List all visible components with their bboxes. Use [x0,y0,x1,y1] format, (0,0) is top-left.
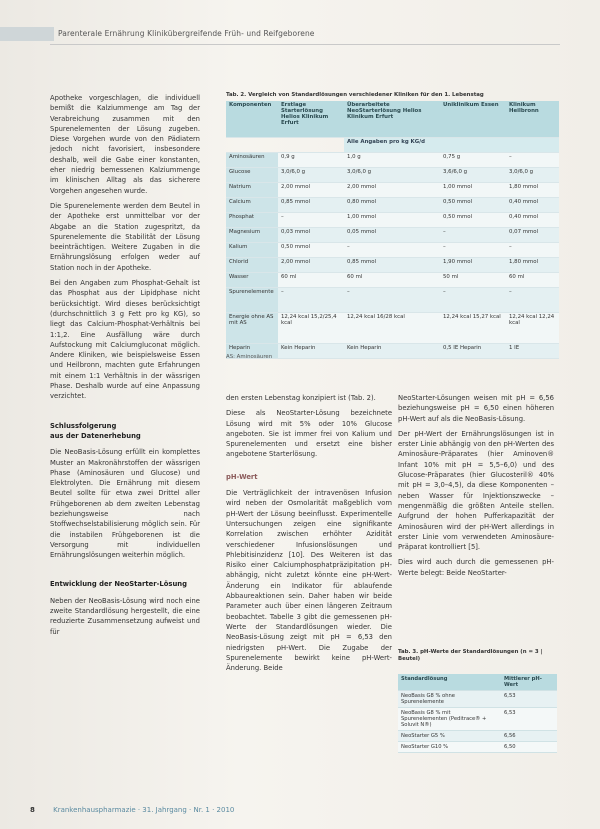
table-cell: – [440,228,506,243]
table-cell: – [506,153,559,168]
table-cell: 60 ml [506,273,559,288]
table-row [226,273,559,288]
table-cell: Aminosäuren [226,153,278,168]
paragraph: Der pH-Wert der Ernährungslösungen ist in erster Linie abhängig von den pH-Werten des Aminosäure-Präparates (hier Aminoven® Infant 10% mit pH = 5,5–6,0) und des Glucose-Präparates (hier Glucosteril® 40% mit pH = 3,0–4,5), da diese Komponenten – neben Wasser für Injektionszwecke – mengenmäßig die größten Anteile stellen. Aufgrund der hohen Pufferkapazität der Aminosäuren wird der pH-Wert allerdings in erster Linie vom verwendeten Aminosäure-Präparat kontrolliert [5]. [398,429,554,552]
table-cell: – [278,213,344,228]
table-cell: 0,50 mmol [440,213,506,228]
table-cell: – [506,288,559,313]
paragraph: Dies wird auch durch die gemessenen pH-Werte belegt: Beide NeoStarter- [398,558,554,577]
table-cell: – [344,288,440,313]
table-cell: 1,90 mmol [440,258,506,273]
table-cell: 3,6/6,0 g [440,168,506,183]
table-header-row [398,674,557,691]
running-header-bar [0,27,54,41]
column-header: Überarbeitete NeoStarterlösung Helios Klinikum Erfurt [344,101,440,138]
table-row [226,213,559,228]
text-column-3 [398,393,554,583]
table-cell: – [278,288,344,313]
table-row [226,183,559,198]
table-cell: 12,24 kcal 12,24 kcal [506,313,559,344]
table-cell: 2,00 mmol [278,258,344,273]
table-cell: 6,53 [501,691,557,708]
table-2-caption: Tab. 2. Vergleich von Standardlösungen verschiedener Kliniken für den 1. Lebenstag [226,92,484,98]
column-header: Uniklinikum Essen [440,101,506,138]
table-cell: 12,24 kcal 15,27 kcal [440,313,506,344]
table-cell: 0,9 g [278,153,344,168]
table-row [226,243,559,258]
table-cell: Kalium [226,243,278,258]
table-cell: Calcium [226,198,278,213]
table-row [226,288,559,313]
table-row [226,168,559,183]
paragraph: den ersten Lebenstag konzipiert ist (Tab. 2). [226,394,376,402]
section-heading: Entwicklung der NeoStarter-Lösung [50,580,187,589]
paragraph: Neben der NeoBasis-Lösung wird noch eine zweite Standardlösung hergestellt, die eine reduzierte Zusammensetzung aufweist und für [50,596,200,636]
table-3-caption: Tab. 3. pH-Werte der Standardlösungen (n = 3 | Beutel) [398,649,543,662]
table-row [226,258,559,273]
paragraph: NeoStarter-Lösungen weisen mit pH = 6,56 beziehungsweise pH = 6,50 einen höheren pH-Wert auf als die NeoBasis-Lösung. [398,394,554,423]
column-header: Standardlösung [398,674,501,691]
table-cell: 12,24 kcal 15,2/25,4 kcal [278,313,344,344]
unit-row [226,138,559,153]
table-row [226,228,559,243]
table-row [226,198,559,213]
table-cell: 0,85 mmol [344,258,440,273]
section-heading: Schlussfolgerung [50,421,117,430]
text-column-2 [226,393,392,678]
table-3 [398,674,557,753]
table-cell: 0,50 mmol [440,198,506,213]
table-row [226,313,559,344]
header-rule [50,44,560,45]
table-cell: 0,05 mmol [344,228,440,243]
paragraph: Apotheke vorgeschlagen, die individuell bemißt die Kalziummenge am Tag der Verabreichung zusammen mit den Spurenelementen der Lösung zugeben. Diese Vorgehen wurde von den Pädiatern jedoch nicht favorisiert, insbesondere deshalb, weil die Gabe einer konstanten, eher niedrig bemessenen Kalziummenge im klinischen Alltag als das sicherere Vorgehen angesehen wurde. [50,94,200,195]
table-cell: – [440,288,506,313]
table-cell: 3,0/6,0 g [278,168,344,183]
table-cell: 0,80 mmol [344,198,440,213]
table-cell: Energie ohne AS mit AS [226,313,278,344]
table-cell: 0,85 mmol [278,198,344,213]
table-row [398,691,557,708]
paragraph: Die Spurenelemente werden dem Beutel in der Apotheke erst unmittelbar vor der Abgabe an die Station zugespritzt, da Spurenelemente die Stabilität der Lösung beeinträchtigen. Weitere Zugaben in die Ernährungslösung erfolgen weder auf Station noch in der Apotheke. [50,201,200,272]
table-cell: – [506,243,559,258]
table-cell: 6,53 [501,708,557,731]
table-2-footnote: AS: Aminosäuren [226,354,273,360]
running-header: Parenterale Ernährung Klinikübergreifende Früh- und Reifgeborene [58,29,315,38]
table-cell: 1 IE [506,344,559,359]
table-cell: 1,00 mmol [344,213,440,228]
column-header: Komponenten [226,101,278,138]
page-number: 8 [30,806,35,814]
table-cell: NeoBasis G8 % ohne Spurenelemente [398,691,501,708]
table-cell: Chlorid [226,258,278,273]
table-row [398,731,557,742]
table-cell: 12,24 kcal 16/28 kcal [344,313,440,344]
table-cell: Phosphat [226,213,278,228]
paragraph: Die NeoBasis-Lösung erfüllt ein komplettes Muster an Makronährstoffen der wässrigen Phase (Aminosäuren und Glucose) und Elektrolyten. Die Ernährung mit diesem Beutel sollte für etwa zwei Drittel aller Frühgeborenen ab dem zweiten Lebenstag beziehungsweise nach Stoffwechselstabilisierung möglich sein. Für die instabilen Frühgeborenen ist die Versorgung mit individuellen Ernährungslösungen weiterhin möglich. [50,448,200,560]
table-cell: Kein Heparin [344,344,440,359]
table-cell: NeoStarter G10 % [398,742,501,753]
table-cell: 0,40 mmol [506,213,559,228]
table-cell: 0,03 mmol [278,228,344,243]
paragraph: Die Verträglichkeit der intravenösen Infusion wird neben der Osmolarität maßgeblich vom pH-Wert der Lösung beeinflusst. Experimentelle Untersuchungen zeigen eine signifikante Korrelation zwischen erhöhter Azidität verschiedener Infusionslösungen und Phlebitisinzidenz [10]. Des Weiteren ist das Risiko einer Calciumphosphatpräzipitation pH-abhängig, nicht zuletzt könnte eine pH-Wert-Änderung ein Indikator für ablaufende Abbaureaktionen sein. Daher haben wir beide Parameter auch über einen längeren Zeitraum beobachtet. Tabelle 3 gibt die gemessenen pH-Werte der Standardlösungen wieder. Die NeoBasis-Lösung zeigt mit pH = 6,53 den niedrigsten pH-Wert. Die Zugabe der Spurenelemente bewirkt keine pH-Wert-Änderung. Beide [226,489,392,673]
table-cell: Spurenelemente [226,288,278,313]
table-cell: 0,50 mmol [278,243,344,258]
table-row [226,153,559,168]
section-heading-line2: aus der Datenerhebung [50,431,141,440]
section-heading-ph: pH-Wert [226,472,258,481]
table-cell: 1,00 mmol [440,183,506,198]
paragraph: Bei den Angaben zum Phosphat-Gehalt ist das Phosphat aus der Lipidphase nicht berücksichtigt. Wird dieses berücksichtigt (durchschnittlich 3 g Fett pro kg KG), so liegt das Calcium-Phosphat-Verhältnis bei 1:1,2. Eine Ausfällung wäre durch Aufstockung mit Calciumgluconat möglich. Andere Kliniken, wie beispielsweise Essen und Heilbronn, machten gute Erfahrungen mit einem 1:1 Verhältnis in der wässrigen Phase. Deshalb wurde auf eine Anpassung verzichtet. [50,279,200,401]
text-column-1 [50,93,200,642]
table-cell: Natrium [226,183,278,198]
table-cell: 3,0/6,0 g [344,168,440,183]
table-cell: 6,50 [501,742,557,753]
table-cell: 60 ml [278,273,344,288]
unit-note: Alle Angaben pro kg KG/d [344,138,559,153]
table-cell: 3,0/6,0 g [506,168,559,183]
paragraph: Diese als NeoStarter-Lösung bezeichnete Lösung wird mit 5% oder 10% Glucose angeboten. Sie ist immer frei von Kalium und Spurenelementen und ersetzt eine bisher angebotene Starterlösung. [226,409,392,459]
table-row [226,344,559,359]
table-cell: 0,07 mmol [506,228,559,243]
page-footer [30,806,234,814]
column-header: Mittlerer pH-Wert [501,674,557,691]
table-2 [226,101,559,359]
table-cell: – [344,243,440,258]
table-cell: Wasser [226,273,278,288]
table-cell: NeoStarter G5 % [398,731,501,742]
table-header-row [226,101,559,138]
table-cell: 0,40 mmol [506,198,559,213]
table-cell: 2,00 mmol [278,183,344,198]
table-cell: 0,5 IE Heparin [440,344,506,359]
table-cell: Heparin [226,344,278,359]
journal-citation: Krankenhauspharmazie · 31. Jahrgang · Nr. 1 · 2010 [53,806,235,814]
spacer [50,407,200,421]
spacer [50,565,200,579]
table-cell: 1,0 g [344,153,440,168]
column-header: Klinikum Heilbronn [506,101,559,138]
table-cell: 1,80 mmol [506,258,559,273]
table-cell: 2,00 mmol [344,183,440,198]
table-cell: 0,75 g [440,153,506,168]
table-cell: Magnesium [226,228,278,243]
table-cell: NeoBasis G8 % mit Spurenelementen (Peditrace® + Soluvit N®) [398,708,501,731]
table-cell: 6,56 [501,731,557,742]
table-cell: 1,80 mmol [506,183,559,198]
column-header: Erstlage Starterlösung Helios Klinikum Erfurt [278,101,344,138]
table-cell: 60 ml [344,273,440,288]
table-cell: 50 ml [440,273,506,288]
table-row [398,742,557,753]
table-cell: Kein Heparin [278,344,344,359]
table-cell: – [440,243,506,258]
table-row [398,708,557,731]
table-cell: Glucose [226,168,278,183]
